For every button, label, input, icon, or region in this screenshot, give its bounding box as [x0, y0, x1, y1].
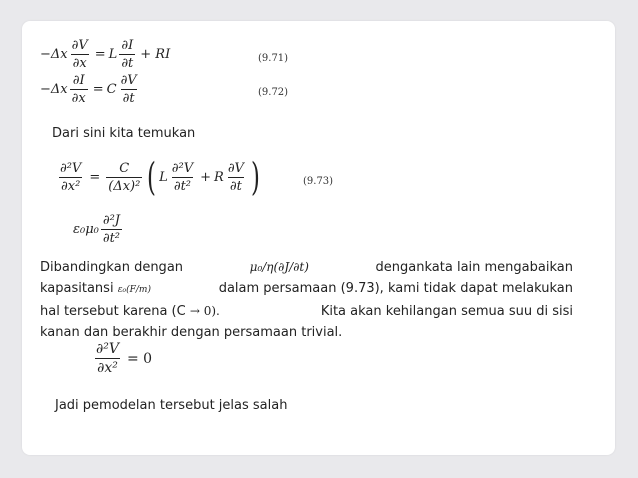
- numerator: ∂V: [120, 73, 137, 88]
- equation-9-73: [56, 155, 263, 199]
- left-paren: (: [147, 155, 157, 199]
- denominator: ∂t: [229, 178, 242, 194]
- fraction-d2V-dt2: [170, 161, 195, 194]
- eps0-mu0: ε₀μ₀: [73, 222, 99, 237]
- denominator: ∂t²: [173, 178, 192, 194]
- fraction-d2J-dt2: [101, 213, 122, 246]
- paragraph-line-3: [40, 301, 573, 322]
- rhs-tail: + RI: [140, 47, 171, 62]
- explanation-paragraph: [40, 257, 573, 343]
- numerator: ∂²V: [60, 160, 82, 176]
- paragraph-line-2: [40, 278, 573, 301]
- denominator: ∂t: [121, 56, 134, 71]
- equation-number-9-72: (9.72): [258, 87, 289, 98]
- equals-zero: = 0: [126, 350, 153, 367]
- denominator: ∂x²: [61, 178, 81, 194]
- paragraph-line-1: [40, 257, 573, 278]
- denominator: (Δx)²: [108, 178, 141, 194]
- fraction-d2V-dx2: [94, 341, 121, 376]
- fraction-d2V-dx2: [58, 161, 83, 194]
- line1-start: Dibandingkan dengan: [40, 260, 184, 275]
- minus-sign: −: [40, 82, 51, 97]
- line2-end: dalam persamaan (9.73), kami tidak dapat melakukan: [218, 281, 573, 296]
- equals-sign: =: [92, 82, 104, 97]
- denominator: ∂t: [122, 91, 135, 106]
- numerator: ∂²V: [96, 341, 119, 357]
- fraction-dV-dt: [119, 73, 139, 106]
- denominator: ∂t²: [102, 231, 121, 246]
- equation-final: [92, 341, 152, 376]
- conclusion-text: Jadi pemodelan tersebut jelas salah: [55, 398, 288, 413]
- resistance-R: R: [214, 169, 224, 185]
- line3-start: hal tersebut karena (C: [40, 304, 186, 319]
- equation-eps-mu: [73, 213, 124, 246]
- fraction-dI-dt: [119, 38, 135, 71]
- delta-x: Δx: [50, 47, 68, 62]
- numerator: C: [119, 160, 130, 176]
- line2-start: kapasitansi: [40, 281, 114, 296]
- right-paren: ): [250, 155, 260, 199]
- intro-text: Dari sini kita temukan: [52, 126, 196, 141]
- line1-end: dengankata lain mengabaikan: [375, 260, 573, 275]
- numerator: ∂²J: [102, 213, 121, 228]
- capacitance-C: C: [106, 82, 117, 97]
- c-to-zero: → 0).: [189, 304, 220, 318]
- denominator: ∂x: [72, 56, 87, 71]
- equation-9-72: [40, 73, 141, 106]
- eps0-term: ε₀(F/m): [117, 285, 151, 295]
- numerator: ∂V: [227, 160, 244, 176]
- equation-9-71: [40, 38, 170, 71]
- equation-number-9-73: (9.73): [303, 176, 334, 187]
- equals-sign: =: [94, 47, 106, 62]
- equals-sign: =: [89, 169, 101, 185]
- line3-end: Kita akan kehilangan semua suu di sisi: [320, 304, 573, 319]
- fraction-dI-dx: [70, 73, 88, 106]
- denominator: ∂x²: [97, 360, 118, 376]
- fraction-dV-dt: [226, 161, 246, 194]
- numerator: ∂²V: [171, 160, 194, 176]
- numerator: ∂I: [121, 38, 134, 53]
- mu0-eta-term: μ₀/η(∂J/∂t): [249, 260, 309, 274]
- numerator: ∂I: [72, 73, 85, 88]
- inductance-L: L: [108, 47, 118, 62]
- numerator: ∂V: [71, 38, 88, 53]
- equation-number-9-71: (9.71): [258, 53, 289, 64]
- fraction-dV-dx: [70, 38, 90, 71]
- plus-sign: +: [200, 169, 212, 185]
- fraction-C-over-dx2: [106, 161, 142, 194]
- minus-sign: −: [40, 47, 51, 62]
- denominator: ∂x: [71, 91, 86, 106]
- inductance-L: L: [159, 169, 168, 185]
- paragraph-line-4: kanan dan berakhir dengan persamaan trivial.: [40, 325, 343, 340]
- delta-x: Δx: [50, 82, 68, 97]
